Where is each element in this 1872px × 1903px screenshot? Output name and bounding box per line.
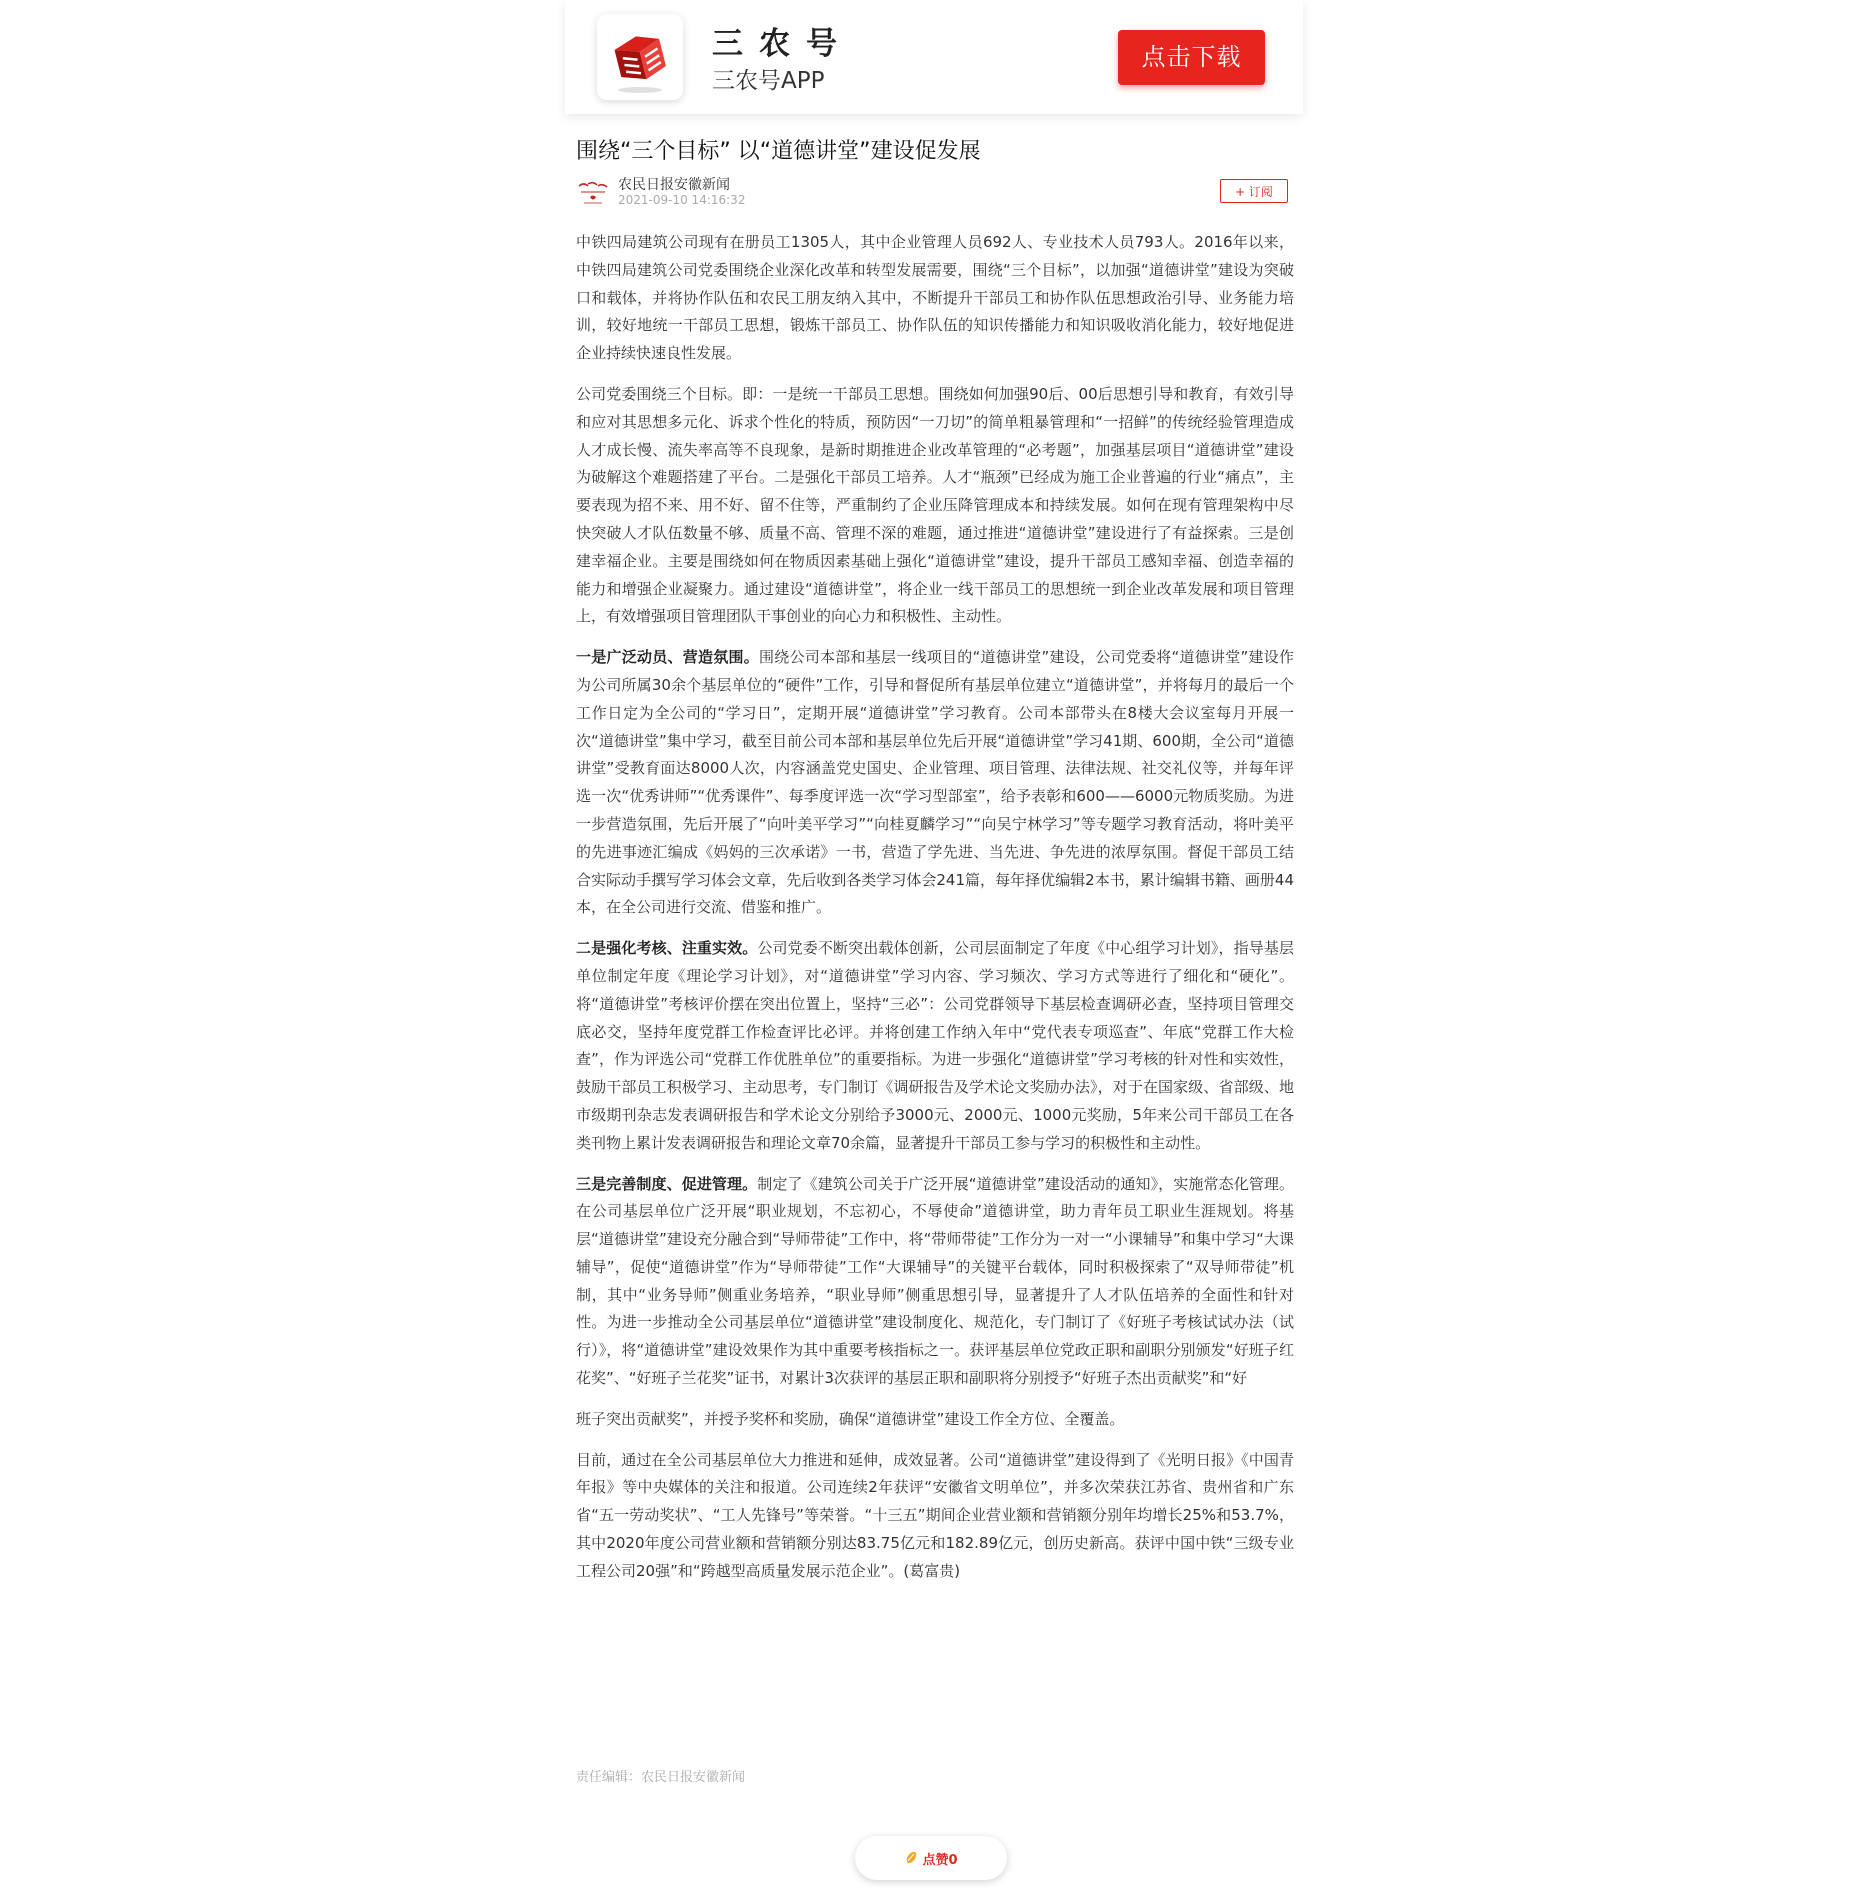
paragraph-text: 公司党委不断突出载体创新，公司层面制定了年度《中心组学习计划》，指导基层单位制定年度《理论学习计划》，对“道德讲堂”学习内容、学习频次、学习方式等进行了细化和“硬化”。将“道德讲堂”考核评价摆在突出位置上，坚持“三必”：公司党群领导下基层检查调研必查，坚持项目管理交底必交，坚持年度党群工作检查评比必评。并将创建工作纳入年中“党代表专项巡查”、年底“党群工作大检查”，作为评选公司“党群工作优胜单位”的重要指标。为进一步强化“道德讲堂”学习考核的针对性和实效性，鼓励干部员工积极学习、主动思考，专门制订《调研报告及学术论文奖励办法》，对于在国家级、省部级、地市级期刊杂志发表调研报告和学术论文分别给予3000元、2000元、1000元奖励，5年来公司干部员工在各类刊物上累计发表调研报告和理论文章70余篇，显著提升干部员工参与学习的积极性和主动性。: [576, 939, 1294, 1152]
publish-date: 2021-09-10 14:16:32: [618, 193, 746, 207]
paragraph: [576, 229, 1294, 368]
paragraph: [576, 1171, 1294, 1393]
download-button[interactable]: 点击下载: [1118, 30, 1265, 85]
paragraph-text: 中铁四局建筑公司现有在册员工1305人，其中企业管理人员692人、专业技术人员793人。2016年以来，中铁四局建筑公司党委围绕企业深化改革和转型发展需要，围绕“三个目标”，以加强“道德讲堂”建设为突破口和载体，并将协作队伍和农民工朋友纳入其中，不断提升干部员工和协作队伍思想政治引导、业务能力培训，较好地统一干部员工思想，锻炼干部员工、协作队伍的知识传播能力和知识吸收消化能力，较好地促进企业持续快速良性发展。: [576, 233, 1294, 363]
paragraph-lead: 二是强化考核、注重实效。: [576, 939, 758, 958]
source-name[interactable]: 农民日报安徽新闻: [618, 177, 730, 193]
paragraph-text: 班子突出贡献奖”，并授予奖杯和奖励，确保“道德讲堂”建设工作全方位、全覆盖。: [576, 1409, 1125, 1428]
paragraph-text: 目前，通过在全公司基层单位大力推进和延伸，成效显著。公司“道德讲堂”建设得到了《光明日报》《中国青年报》等中央媒体的关注和报道。公司连续2年获评“安徽省文明单位”，并多次荣获江苏省、贵州省和广东省“五一劳动奖状”、“工人先锋号”等荣誉。“十三五”期间企业营业额和营销额分别年均增长25%和53.7%，其中2020年度公司营业额和营销额分别达83.75亿元和182.89亿元，创历史新高。获评中国中铁“三级专业工程公司20强”和“跨越型高质量发展示范企业”。(葛富贵): [576, 1450, 1294, 1580]
thumb-up-icon: [904, 1851, 918, 1865]
like-button[interactable]: [855, 1836, 1007, 1880]
paragraph-text: 制定了《建筑公司关于广泛开展“道德讲堂”建设活动的通知》，实施常态化管理。在公司基层单位广泛开展“职业规划，不忘初心，不辱使命”道德讲堂，助力青年员工职业生涯规划。将基层“道德讲堂”建设充分融合到“导师带徒”工作中，将“带师带徒”工作分为一对一“小课辅导”和集中学习“大课辅导”，促使“道德讲堂”作为“导师带徒”工作“大课辅导”的关键平台载体，同时积极探索了“双导师带徒”机制，其中“业务导师”侧重业务培养，“职业导师”侧重思想引导，显著提升了人才队伍培养的全面性和针对性。为进一步推动全公司基层单位“道德讲堂”建设制度化、规范化，专门制订了《好班子考核试试办法（试行）》，将“道德讲堂”建设效果作为其中重要考核指标之一。获评基层单位党政正职和副职分别颁发“好班子红花奖”、“好班子兰花奖”证书，对累计3次获评的基层正职和副职将分别授予“好班子杰出贡献奖”和“好: [576, 1174, 1294, 1388]
app-subtitle: 三农号APP: [712, 68, 825, 94]
sannonghao-logo-icon: [597, 14, 683, 100]
app-download-banner: [565, 0, 1303, 114]
paragraph-text: 公司党委围绕三个目标。即：一是统一干部员工思想。围绕如何加强90后、00后思想引导和教育，有效引导和应对其思想多元化、诉求个性化的特质，预防因“一刀切”的简单粗暴管理和“一招鲜”的传统经验管理造成人才成长慢、流失率高等不良现象，是新时期推进企业改革管理的“必考题”，加强基层项目“道德讲堂”建设为破解这个难题搭建了平台。二是强化干部员工培养。人才“瓶颈”已经成为施工企业普遍的行业“痛点”，主要表现为招不来、用不好、留不住等，严重制约了企业压降管理成本和持续发展。如何在现有管理架构中尽快突破人才队伍数量不够、质量不高、管理不深的难题，通过推进“道德讲堂”建设进行了有益探索。三是创建幸福企业。主要是围绕如何在物质因素基础上强化“道德讲堂”建设，提升干部员工感知幸福、创造幸福的能力和增强企业凝聚力。通过建设“道德讲堂”，将企业一线干部员工的思想统一到企业改革发展和项目管理上，有效增强项目管理团队干事创业的向心力和积极性、主动性。: [576, 384, 1294, 626]
paragraph-lead: 一是广泛动员、营造氛围。: [576, 648, 759, 667]
source-logo-icon: [576, 178, 610, 208]
responsible-editor: 责任编辑：农民日报安徽新闻: [576, 1770, 746, 1785]
article-title: 围绕“三个目标” 以“道德讲堂”建设促发展: [576, 139, 981, 164]
paragraph: [576, 1447, 1294, 1586]
app-name: 三农号: [712, 26, 853, 62]
paragraph: [576, 1406, 1294, 1434]
article-body: [576, 229, 1294, 1599]
paragraph-lead: 三是完善制度、促进管理。: [576, 1174, 758, 1193]
paragraph: [576, 935, 1294, 1157]
page-column: [565, 0, 1303, 1903]
like-label: 点赞0: [922, 1852, 958, 1868]
paragraph: [576, 381, 1294, 631]
subscribe-button[interactable]: + 订阅: [1220, 179, 1288, 203]
paragraph-text: 围绕公司本部和基层一线项目的“道德讲堂”建设，公司党委将“道德讲堂”建设作为公司所属30余个基层单位的“硬件”工作，引导和督促所有基层单位建立“道德讲堂”，并将每月的最后一个工作日定为全公司的“学习日”，定期开展“道德讲堂”学习教育。公司本部带头在8楼大会议室每月开展一次“道德讲堂”集中学习，截至目前公司本部和基层单位先后开展“道德讲堂”学习41期、600期，全公司“道德讲堂”受教育面达8000人次，内容涵盖党史国史、企业管理、项目管理、法律法规、社交礼仪等，并每年评选一次“优秀讲师”“优秀课件”、每季度评选一次“学习型部室”，给予表彰和600——6000元物质奖励。为进一步营造氛围，先后开展了“向叶美平学习”“向桂夏麟学习”“向吴宁林学习”等专题学习教育活动，将叶美平的先进事迹汇编成《妈妈的三次承诺》一书，营造了学先进、当先进、争先进的浓厚氛围。督促干部员工结合实际动手撰写学习体会文章，先后收到各类学习体会241篇，每年择优编辑2本书，累计编辑书籍、画册44本，在全公司进行交流、借鉴和推广。: [576, 648, 1294, 917]
paragraph: [576, 644, 1294, 922]
